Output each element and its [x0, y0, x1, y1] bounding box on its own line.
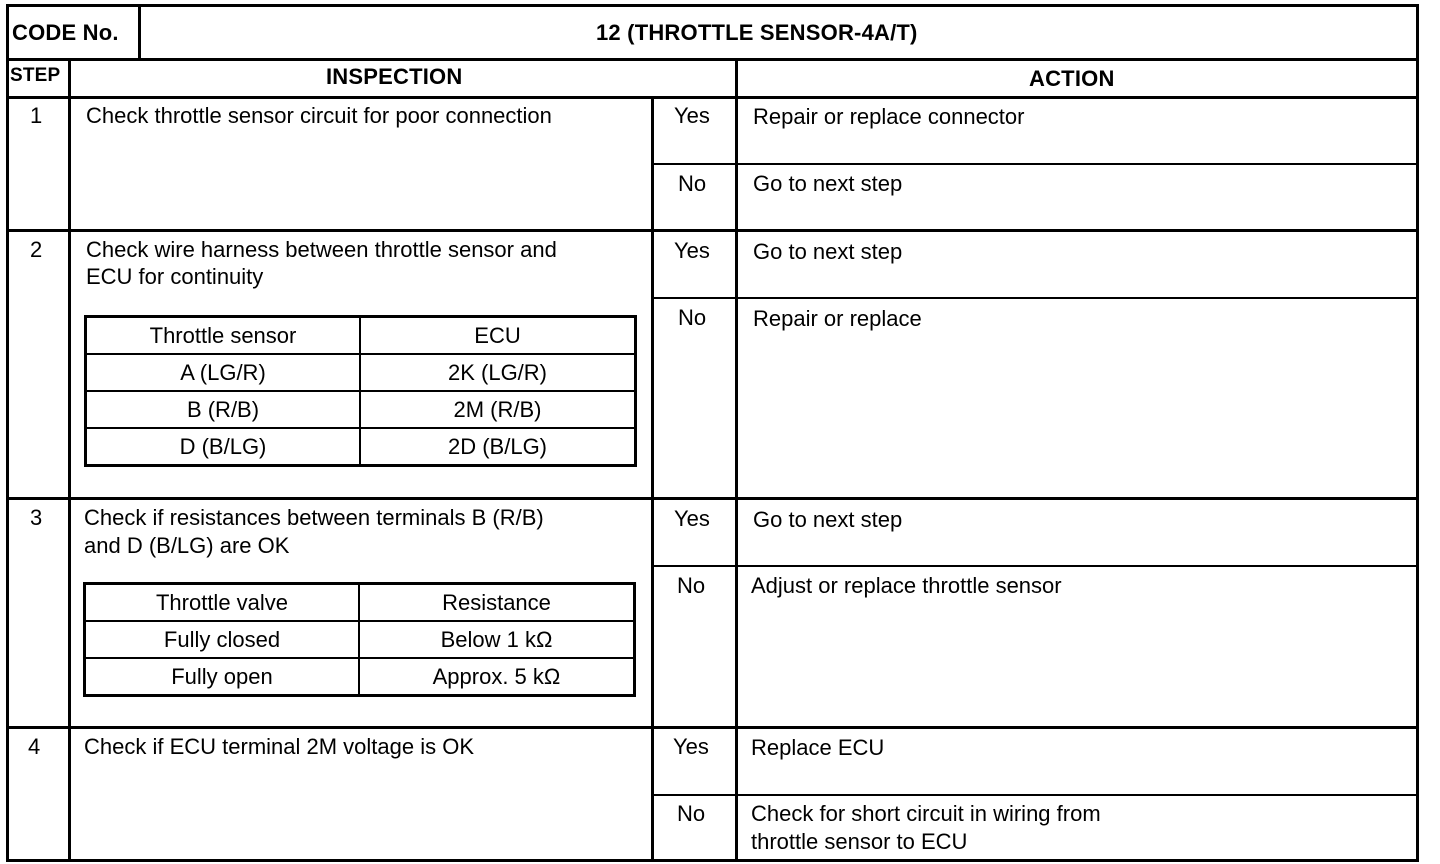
yes-no-separator — [651, 163, 1419, 165]
inspection-text: Check if ECU terminal 2M voltage is OK — [84, 734, 475, 759]
table-header-cell: Resistance — [359, 584, 635, 622]
no-action: throttle sensor to ECU — [751, 829, 968, 854]
yes-label: Yes — [674, 238, 710, 263]
yes-no-separator — [651, 297, 1419, 299]
step-column-divider — [68, 58, 71, 862]
step-separator — [6, 229, 1419, 232]
inspection-text: Check if resistances between terminals B (R/B) — [84, 505, 544, 530]
no-action: Check for short circuit in wiring from — [751, 801, 1101, 826]
step-number: 4 — [28, 734, 41, 759]
table-cell: B (R/B) — [86, 391, 361, 428]
code-title: 12 (THROTTLE SENSOR-4A/T) — [596, 20, 918, 45]
table-cell: 2M (R/B) — [360, 391, 636, 428]
table-cell: Below 1 kΩ — [359, 621, 635, 658]
step-column-header: STEP — [10, 65, 61, 86]
table-header-cell: Throttle sensor — [86, 317, 361, 355]
no-action: Adjust or replace throttle sensor — [751, 573, 1062, 598]
action-column-header: ACTION — [1029, 66, 1115, 91]
table-row — [86, 354, 636, 391]
yes-label: Yes — [673, 734, 709, 759]
table-cell: D (B/LG) — [86, 428, 361, 466]
yes-action: Replace ECU — [751, 735, 885, 760]
table-row — [85, 658, 635, 696]
yes-label: Yes — [674, 103, 710, 128]
table-cell: Fully open — [85, 658, 360, 696]
table-cell: 2D (B/LG) — [360, 428, 636, 466]
no-action: Repair or replace — [753, 306, 922, 331]
table-header-cell: ECU — [360, 317, 636, 355]
step-separator — [6, 497, 1419, 500]
table-header-row — [86, 317, 636, 355]
no-label: No — [677, 801, 706, 826]
table-cell: 2K (LG/R) — [360, 354, 636, 391]
yes-action: Repair or replace connector — [753, 104, 1025, 129]
no-action: Go to next step — [753, 171, 903, 196]
step-number: 1 — [30, 103, 43, 128]
table-row — [85, 621, 635, 658]
inspection-text: and D (B/LG) are OK — [84, 533, 290, 558]
no-label: No — [677, 573, 706, 598]
inspection-column-header: INSPECTION — [326, 64, 463, 89]
table-cell: A (LG/R) — [86, 354, 361, 391]
action-column-divider — [735, 58, 738, 862]
yes-no-separator — [651, 794, 1419, 796]
continuity-table — [84, 315, 637, 467]
step-number: 2 — [30, 237, 43, 262]
yes-label: Yes — [674, 506, 710, 531]
table-row — [86, 391, 636, 428]
table-header-cell: Throttle valve — [85, 584, 360, 622]
yes-action: Go to next step — [753, 239, 903, 264]
no-label: No — [678, 171, 707, 196]
header-divider — [138, 4, 141, 60]
table-cell: Fully closed — [85, 621, 360, 658]
yes-no-separator — [651, 565, 1419, 567]
yesno-column-divider — [651, 96, 654, 862]
inspection-text: Check wire harness between throttle sensor and — [86, 237, 557, 262]
column-header-bottom-rule — [6, 96, 1419, 99]
step-separator — [6, 726, 1419, 729]
step-number: 3 — [30, 505, 43, 530]
inspection-text: ECU for continuity — [86, 264, 264, 289]
code-label: CODE No. — [12, 20, 119, 45]
no-label: No — [678, 305, 707, 330]
table-header-row — [85, 584, 635, 622]
resistance-table — [83, 582, 636, 697]
inspection-text: Check throttle sensor circuit for poor connection — [86, 103, 552, 128]
table-row — [86, 428, 636, 466]
yes-action: Go to next step — [753, 507, 903, 532]
table-cell: Approx. 5 kΩ — [359, 658, 635, 696]
header-bottom-rule — [6, 58, 1419, 61]
